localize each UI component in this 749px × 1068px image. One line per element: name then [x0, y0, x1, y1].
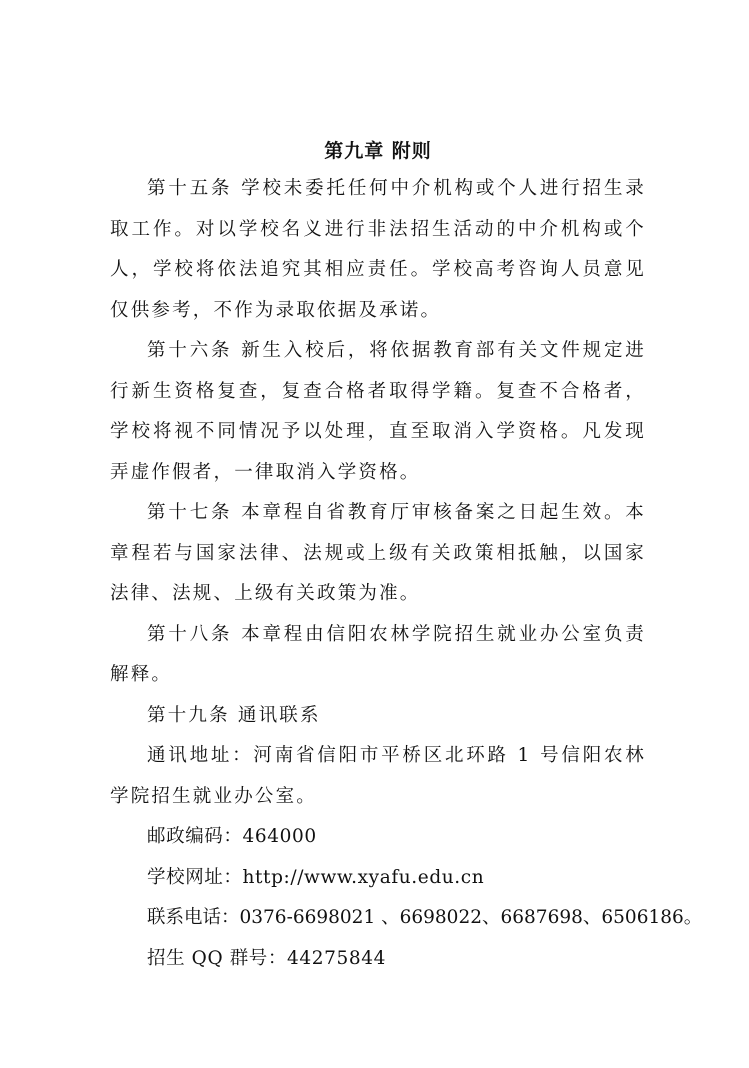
document-page — [110, 133, 703, 979]
contact-address: 通讯地址：河南省信阳市平桥区北环路 1 号信阳农林学院招生就业办公室。 — [110, 745, 646, 807]
contact-website: 学校网址：http://www.xyafu.edu.cn — [147, 866, 485, 888]
article-15: 第十五条 学校未委托任何中介机构或个人进行招生录取工作。对以学校名义进行非法招生活动的中介机构或个人，学校将依法追究其相应责任。学校高考咨询人员意见仅供参考，不作为录取依据及承诺。 — [110, 178, 646, 321]
chapter-title: 第九章 附则 — [324, 140, 432, 162]
contact-postcode: 邮政编码：464000 — [147, 826, 317, 847]
article-17: 第十七条 本章程自省教育厅审核备案之日起生效。本章程若与国家法律、法规或上级有关政策相抵触，以国家法律、法规、上级有关政策为准。 — [110, 502, 646, 604]
article-18: 第十八条 本章程由信阳农林学院招生就业办公室负责解释。 — [110, 623, 646, 685]
contact-qq-group: 招生 QQ 群号：44275844 — [147, 947, 386, 969]
contact-phone: 联系电话：0376-6698021 、6698022、6687698、6506186。 — [147, 907, 703, 928]
article-19: 第十九条 通讯联系 — [147, 704, 321, 726]
article-16: 第十六条 新生入校后，将依据教育部有关文件规定进行新生资格复查，复查合格者取得学籍。复查不合格者，学校将视不同情况予以处理，直至取消入学资格。凡发现弄虚作假者，一律取消入学资格。 — [110, 340, 646, 483]
